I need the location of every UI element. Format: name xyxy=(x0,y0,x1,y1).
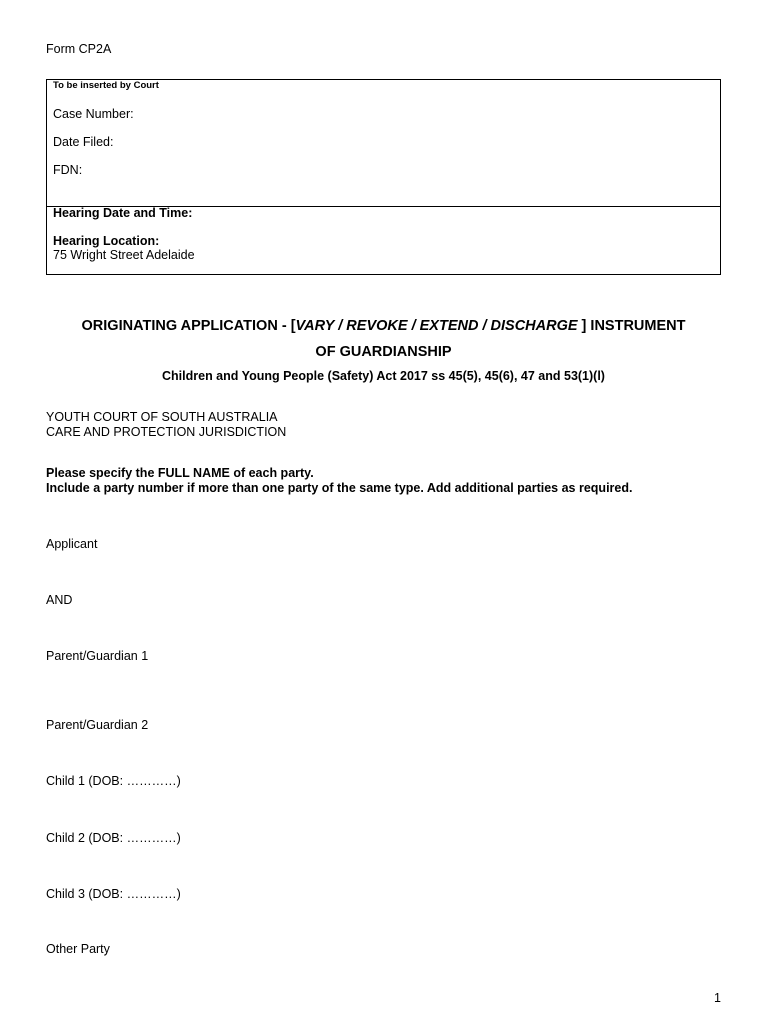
instruction-line1: Please specify the FULL NAME of each party. xyxy=(46,466,314,480)
date-filed-label: Date Filed: xyxy=(53,135,114,149)
inserted-by-court-label: To be inserted by Court xyxy=(53,80,159,91)
party-child1-label: Child 1 (DOB: …………) xyxy=(46,774,181,788)
title-prefix: ORIGINATING APPLICATION - [ xyxy=(81,318,296,334)
hearing-location-label: Hearing Location: xyxy=(53,234,160,248)
fdn-label: FDN: xyxy=(53,163,83,177)
party-and-label: AND xyxy=(46,593,73,607)
document-title-line1 xyxy=(46,318,721,334)
party-parent1-label: Parent/Guardian 1 xyxy=(46,649,149,663)
party-applicant-label: Applicant xyxy=(46,537,98,551)
form-code: Form CP2A xyxy=(46,42,112,56)
case-number-label: Case Number: xyxy=(53,107,134,121)
party-child3-label: Child 3 (DOB: …………) xyxy=(46,887,181,901)
page-number: 1 xyxy=(714,991,721,1005)
party-other-label: Other Party xyxy=(46,942,110,956)
title-suffix: ] INSTRUMENT xyxy=(577,318,686,334)
court-name-line2: CARE AND PROTECTION JURISDICTION xyxy=(46,425,287,439)
title-options: VARY / REVOKE / EXTEND / DISCHARGE xyxy=(295,318,578,334)
hearing-location-value: 75 Wright Street Adelaide xyxy=(53,248,195,262)
party-child2-label: Child 2 (DOB: …………) xyxy=(46,831,181,845)
hearing-datetime-label: Hearing Date and Time: xyxy=(53,206,193,220)
document-title-line2: OF GUARDIANSHIP xyxy=(315,344,452,360)
party-parent2-label: Parent/Guardian 2 xyxy=(46,718,149,732)
act-reference: Children and Young People (Safety) Act 2017 ss 45(5), 45(6), 47 and 53(1)(l) xyxy=(162,369,605,383)
court-use-box xyxy=(46,79,721,275)
instruction-line2: Include a party number if more than one party of the same type. Add additional parties as required. xyxy=(46,481,633,495)
court-name-line1: YOUTH COURT OF SOUTH AUSTRALIA xyxy=(46,410,278,424)
